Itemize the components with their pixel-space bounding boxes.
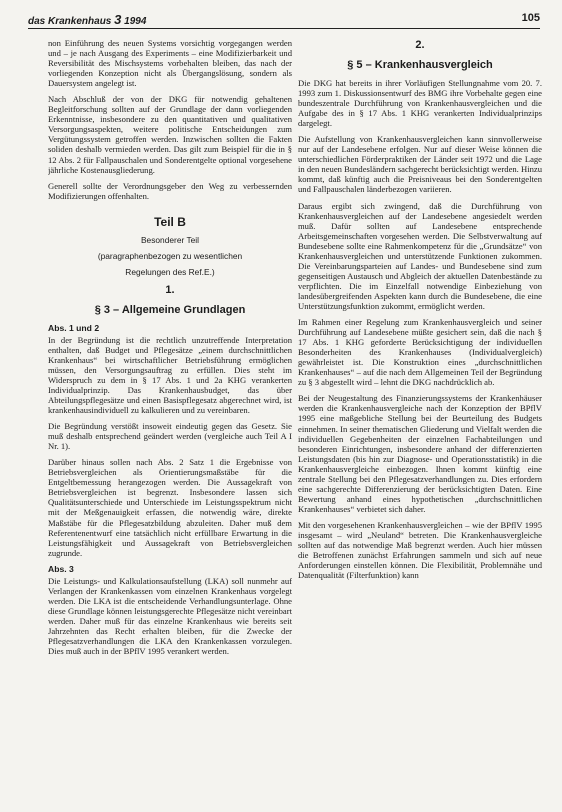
section-title: § 5 – Krankenhausvergleich	[347, 59, 493, 71]
paragraph: Die DKG hat bereits in ihrer Vorläufigen Stellungnahme vom 20. 7. 1993 zum 1. Diskussionsentwurf des BMG ihre Vorbehalte gegen eine bundeszentrale Durchführung von Krankenhausvergleichen und die Aufgabe des in § 17 Abs. 1 KHG verankerten Individualprinzips dargelegt.	[298, 78, 542, 129]
part-subtitle-line: (paragraphenbezogen zu wesentlichen	[97, 250, 243, 261]
paragraph: Darüber hinaus sollen nach Abs. 2 Satz 1 die Ergebnisse von Betriebsvergleichen als Orientierungsmaßstäbe für die Entgeltbemessung herangezogen werden. Die Aussagekraft von Betriebsvergleichen ist begrenzt. Insbesondere lassen sich Qualitätsunterschiede und Unterschiede im Leistungsspektrum nicht mit der Meßgenauigkeit erfassen, die notwendig wäre, direkte Maßstäbe für die Pflegesatzbildung abzuleiten. Daher muß dem Referentenentwurf eine tatsächlich nicht erfüllbare Erwartung in die Leistungsfähigkeit und Aussagekraft von Betriebsvergleichen zugrunde.	[48, 457, 292, 558]
section-number: 2.	[415, 39, 425, 51]
paragraph: Im Rahmen einer Regelung zum Krankenhausvergleich und seiner Durchführung auf Landesebene müßte gesichert sein, daß die nach § 17 Abs. 1 KHG geforderte Berücksichtigung der individuellen Besonderheiten des Krankenhauses (Individualvergleich) gewährleistet ist. Die Konstruktion eines „durchschnittlichen Krankenhauses“ – auf die nach dem Allgemeinen Teil der Begründung zu § 3 abgestellt wird – lehnt die DKG nachdrücklich ab.	[298, 317, 542, 388]
page-header	[28, 12, 540, 29]
left-column	[48, 38, 292, 808]
paragraph: Generell sollte der Verordnungsgeber den Weg zu verbessernden Modifizierungen offenhalten.	[48, 180, 292, 201]
part-subtitle-line: Regelungen des Ref.E.)	[125, 266, 215, 277]
section-title: § 3 – Allgemeine Grundlagen	[94, 303, 246, 316]
subheading: Abs. 3	[48, 563, 74, 574]
part-subtitle: Besonderer Teil	[140, 234, 200, 245]
page-number: 105	[521, 12, 540, 24]
paragraph: non Einführung des neuen Systems vorsichtig vorgegangen werden und – je nach Ausgang des Experiments – eine Modifizierbarkeit und Reversibilität des Mischsystems vorbehalten bleiben, das nach der vorliegenden Konzeption nicht als Übergangslösung, sondern als Dauersystem angelegt ist.	[48, 38, 292, 89]
paragraph: Daraus ergibt sich zwingend, daß die Durchführung von Krankenhausvergleichen auf der Landesebene angesiedelt werden muß. Dafür sollten auf Landesebene entsprechende Arbeitsgemeinschaften vorgesehen werden. Die Selbstverwaltung auf Bundesebene sollte eine Rahmenkompetenz für die „Grundsätze“ von Krankenhausvergleichen und unterstützende Funktionen zukommen. Die Vereinbarungsparteien auf Landes- und Bundesebene sind zum gegenseitigen Austausch und Abgleich der aktuellen Datenbestände zu verpflichten. Die im Einzelfall notwendige Einbeziehung von landesübergreifenden Aspekten kann durch die Bundesebene, die eine Unterstützungsfunktion zukommt, ermöglicht werden.	[298, 200, 542, 311]
journal-title: das Krankenhaus 3 1994	[28, 12, 147, 27]
paragraph: Mit den vorgesehenen Krankenhausvergleichen – wie der BPflV 1995 insgesamt – wird „Neuland“ betreten. Die Krankenhausvergleiche sollten auf das notwendige Maß begrenzt werden. Auch hier müssen die Betroffenen zunächst Erfahrungen sammeln und sich auf neue Anforderungen einstellen können. Die Flexibilität, Problemnähe und Datenqualität (Filterfunktion) kann	[298, 519, 542, 581]
subheading: Abs. 1 und 2	[48, 322, 100, 333]
paragraph: Bei der Neugestaltung des Finanzierungssystems der Krankenhäuser werden die Krankenhausvergleiche nach der Konzeption der BPflV 1995 eine maßgebliche Stellung bei der Beurteilung des Budgets einnehmen. In seiner thematischen Gliederung und Vielfalt werden die individuellen Gegebenheiten der einzelnen Fachabteilungen und besonderen Einrichtungen, insbesondere anhand der differenzierten Leistungsdaten (bis hin zur Diagnose- und Operationsstatistik) in die Krankenhausvergleiche einbezogen. Ihnen kommt künftig eine zentrale Stellung bei den Pflegesatzverhandlungen zu. Dies erfordern eine sachgerechte Differenzierung der berücksichtigten Daten. Eine Bewertung anhand eines hypothetischen „durchschnittlichen Krankenhauses“ verbietet sich daher.	[298, 393, 542, 514]
right-column	[298, 38, 542, 808]
issue-year: 1994	[124, 16, 147, 27]
paragraph: Nach Abschluß der von der DKG für notwendig gehaltenen Begleitforschung sollten auf der Grundlage der dann vorliegenden Erkenntnisse, insbesondere zu den quantitativen und qualitativen Versorgungsaspekten, weitere politische Entscheidungen zum Vergütungssystem getroffen werden. Inzwischen sollten die Fakten soliden deshalb vermieden werden. Das gilt zum Beispiel für die in § 12 Abs. 2 für Fallpauschalen und Sonderentgelte optional vorgesehene jährliche Kostenausgliederung.	[48, 94, 292, 175]
part-title: Teil B	[154, 214, 186, 229]
section-number: 1.	[165, 283, 175, 296]
paragraph: Die Aufstellung von Krankenhausvergleichen kann sinnvollerweise nur auf der Landesebene erfolgen. Nur auf dieser Weise können die unterschiedlichen Förderpraktiken der Länder seit 1972 und die Lage in den neuen Bundesländern sachgerecht berücksichtigt werden. Hinzu kommt, daß künftig auch die Preisniveaus bei den Sonderentgelten und Fallpauschalen länderbezogen variieren.	[298, 134, 542, 195]
paragraph: In der Begründung ist die rechtlich unzutreffende Interpretation enthalten, daß Budget und Pflegesätze „einem durchschnittlichen Krankenhaus“ bei wirtschaftlicher Betriebsführung ermöglichen müssen, den Versorgungsauftrag zu erfüllen. Dies steht im Widerspruch zu dem in § 17 Abs. 1 und 2a KHG verankerten Individualprinzip. Das Krankenhausbudget, das über Abteilungspflegesätze und einen Basispflegesatz abgerechnet wird, ist krankenhausindividuell zu kalkulieren und zu vereinbaren.	[48, 334, 292, 416]
issue-number: 3	[114, 12, 122, 27]
paragraph: Die Leistungs- und Kalkulationsaufstellung (LKA) soll nunmehr auf Verlangen der Krankenkassen vom einzelnen Krankenhaus vorgelegt werden. Die LKA ist die entscheidende Verhandlungsunterlage. Ohne diese Grundlage können leistungsgerechte Pflegesätze nicht vereinbart werden. Daher muß für das einzelne Krankenhaus wie bereits seit Jahrzehnten das Recht erhalten bleiben, für die Zwecke der Pflegesatzverhandlungen die LKA den Krankenkassen vorzulegen. Dies muß auch in der BPflV 1995 verankert werden.	[48, 575, 292, 657]
paragraph: Die Begründung verstößt insoweit eindeutig gegen das Gesetz. Sie muß deshalb entsprechend geändert werden (vergleiche auch Teil A I Nr. 1).	[48, 421, 292, 452]
